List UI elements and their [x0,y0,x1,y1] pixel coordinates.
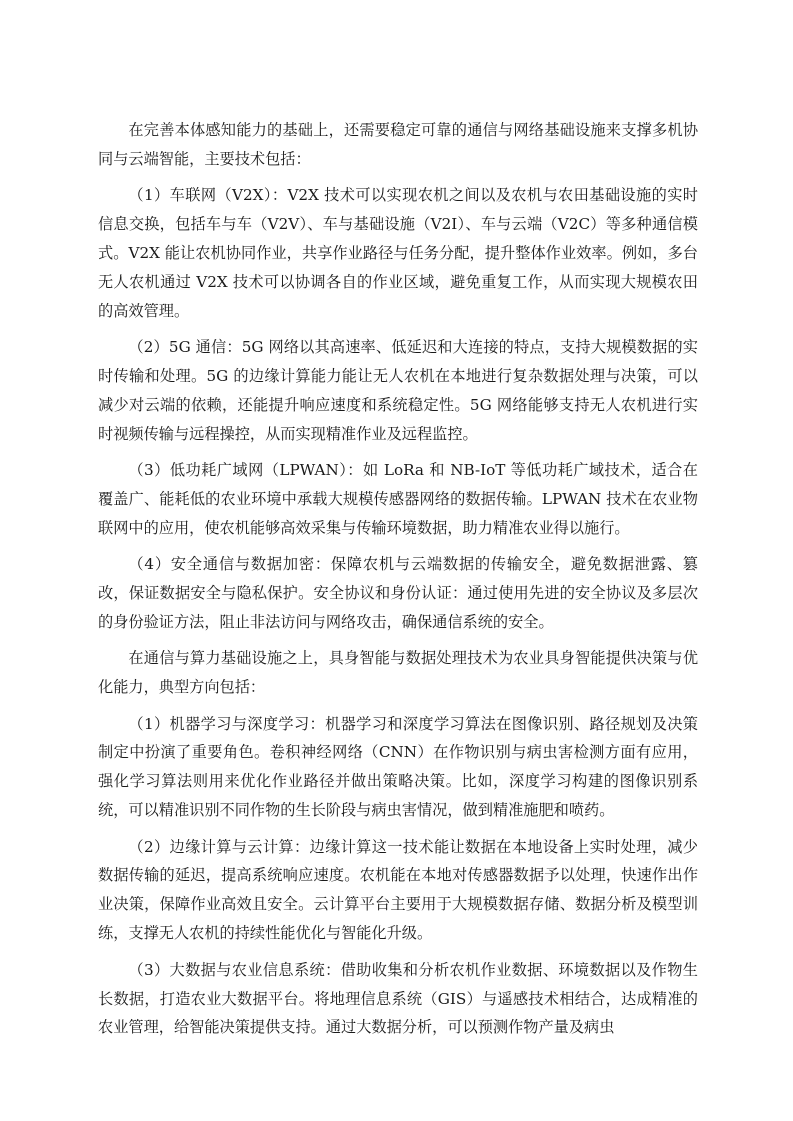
document-body [98,116,698,1050]
paragraph-v2x: （1）车联网（V2X）：V2X 技术可以实现农机之间以及农机与农田基础设施的实时信息交换，包括车与车（V2V）、车与基础设施（V2I）、车与云端（V2C）等多种通信模式。V2X 能让农机协同作业，共享作业路径与任务分配，提升整体作业效率。例如，多台无人农机通过 V2X 技术可以协调各自的作业区域，避免重复工作，从而实现大规模农田的高效管理。 [98,186,698,320]
paragraph-5g: （2）5G 通信：5G 网络以其高速率、低延迟和大连接的特点，支持大规模数据的实时传输和处理。5G 的边缘计算能力能让无人农机在本地进行复杂数据处理与决策，可以减少对云端的依赖，还能提升响应速度和系统稳定性。5G 网络能够支持无人农机进行实时视频传输与远程操控，从而实现精准作业及远程监控。 [98,338,698,443]
paragraph-edge-cloud: （2）边缘计算与云计算：边缘计算这一技术能让数据在本地设备上实时处理，减少数据传输的延迟，提高系统响应速度。农机能在本地对传感器数据予以处理，快速作出作业决策，保障作业高效且安全。云计算平台主要用于大规模数据存储、数据分析及模型训练，支撑无人农机的持续性能优化与智能化升级。 [98,837,698,943]
paragraph-lpwan: （3）低功耗广域网（LPWAN）：如 LoRa 和 NB-IoT 等低功耗广域技术，适合在覆盖广、能耗低的农业环境中承载大规模传感器网络的数据传输。LPWAN 技术在农业物联网中的应用，使农机能够高效采集与传输环境数据，助力精准农业得以施行。 [98,461,698,537]
paragraph-big-data: （3）大数据与农业信息系统：借助收集和分析农机作业数据、环境数据以及作物生长数据，打造农业大数据平台。将地理信息系统（GIS）与遥感技术相结合，达成精准的农业管理，给智能决策提供支持。通过大数据分析，可以预测作物产量及病虫 [98,960,698,1037]
paragraph-intro-intelligence: 在通信与算力基础设施之上，具身智能与数据处理技术为农业具身智能提供决策与优化能力，典型方向包括： [98,649,698,697]
paragraph-security: （4）安全通信与数据加密：保障农机与云端数据的传输安全，避免数据泄露、篡改，保证数据安全与隐私保护。安全协议和身份认证：通过使用先进的安全协议及多层次的身份验证方法，阻止非法访问与网络攻击，确保通信系统的安全。 [98,555,698,632]
paragraph-intro-communication: 在完善本体感知能力的基础上，还需要稳定可靠的通信与网络基础设施来支撑多机协同与云端智能，主要技术包括： [98,121,698,168]
paragraph-machine-learning: （1）机器学习与深度学习：机器学习和深度学习算法在图像识别、路径规划及决策制定中扮演了重要角色。卷积神经网络（CNN）在作物识别与病虫害检测方面有应用，强化学习算法则用来优化作业路径并做出策略决策。比如，深度学习构建的图像识别系统，可以精准识别不同作物的生长阶段与病虫害情况，做到精准施肥和喷药。 [98,714,698,820]
